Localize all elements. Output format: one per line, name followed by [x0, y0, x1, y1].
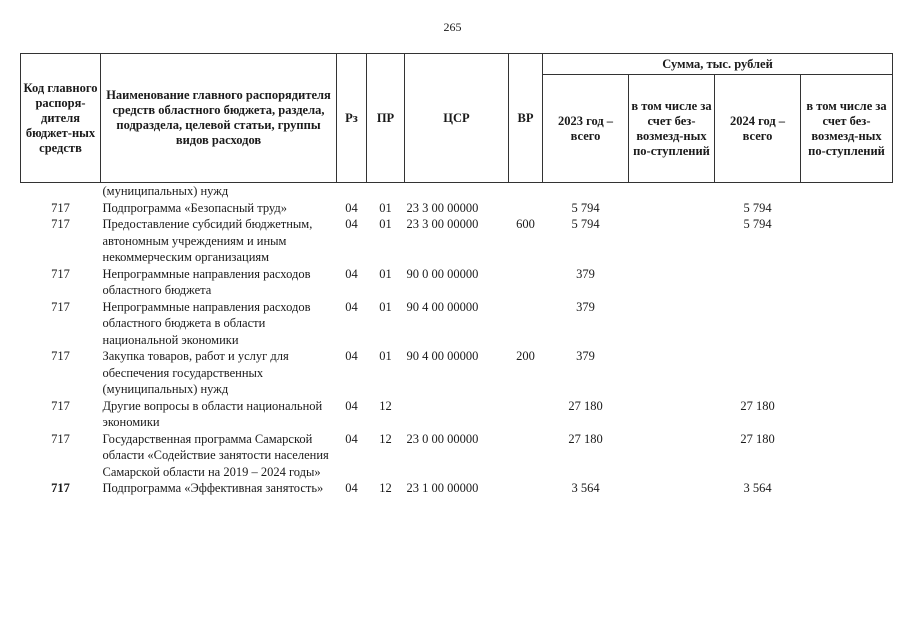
cell-vr — [509, 431, 543, 481]
cell-2024-total: 5 794 — [743, 200, 772, 215]
cell-code: 717 — [51, 349, 70, 363]
cell-2023-total: 379 — [576, 266, 595, 281]
table-row — [21, 398, 893, 431]
cell-name: Закупка товаров, работ и услуг для обеспечения государственных (муниципальных) нужд — [102, 349, 289, 396]
cell-name: Подпрограмма «Безопасный труд» — [102, 200, 288, 215]
cell-pr: 01 — [379, 299, 392, 314]
cell-2024-free — [801, 480, 893, 497]
header-2024-total: 2024 год – всего — [715, 75, 801, 183]
table-header — [21, 54, 893, 183]
cell-name: Непрограммные направления расходов областного бюджета — [102, 266, 311, 297]
cell-2023-free — [629, 183, 715, 200]
cell-csr: 90 4 00 00000 — [406, 349, 479, 363]
cell-vr — [509, 200, 543, 217]
cell-2024-total — [715, 266, 801, 299]
cell-csr — [405, 398, 509, 431]
cell-csr: 23 3 00 00000 — [406, 200, 479, 215]
cell-2023-free — [629, 480, 715, 497]
cell-vr — [509, 299, 543, 349]
cell-rz: 04 — [345, 200, 358, 215]
cell-pr — [367, 183, 405, 200]
table-row — [21, 348, 893, 398]
cell-pr: 01 — [379, 266, 392, 281]
table-body — [21, 183, 893, 497]
cell-2023-free — [629, 200, 715, 217]
cell-csr: 90 0 00 00000 — [406, 266, 479, 281]
cell-code: 717 — [51, 266, 70, 281]
cell-name: Государственная программа Самарской области «Содействие занятости населения Самарской области на 2019 – 2024 годы» — [102, 431, 329, 479]
page-number: 265 — [443, 20, 462, 34]
cell-vr — [509, 398, 543, 431]
cell-rz: 04 — [345, 398, 358, 413]
cell-2023-total: 27 180 — [568, 431, 603, 446]
cell-2024-total: 27 180 — [740, 431, 775, 446]
cell-rz: 04 — [345, 266, 358, 281]
header-2023-total: 2023 год – всего — [543, 75, 629, 183]
cell-pr: 12 — [379, 398, 392, 413]
cell-2024-free — [801, 183, 893, 200]
table-row — [21, 299, 893, 349]
cell-2023-total: 379 — [576, 349, 595, 363]
cell-code: 717 — [51, 299, 70, 314]
cell-rz: 04 — [345, 431, 358, 446]
cell-vr — [509, 183, 543, 200]
cell-rz: 04 — [345, 481, 358, 495]
cell-2024-total — [715, 183, 801, 200]
cell-vr — [509, 266, 543, 299]
cell-code: 717 — [51, 398, 70, 413]
table-row — [21, 480, 893, 497]
cell-2024-total: 27 180 — [740, 398, 775, 413]
cell-2024-free — [801, 299, 893, 349]
cell-rz — [337, 183, 367, 200]
cell-2024-free — [801, 348, 893, 398]
cell-2023-total — [543, 183, 629, 200]
cell-2023-total: 3 564 — [571, 481, 600, 495]
cell-code: 717 — [51, 431, 70, 446]
cell-code: 717 — [51, 217, 70, 231]
header-rz: Рз — [337, 54, 367, 183]
cell-pr: 12 — [379, 481, 392, 495]
cell-2024-total: 3 564 — [743, 481, 772, 495]
cell-pr: 01 — [379, 217, 392, 231]
cell-2023-total: 5 794 — [571, 217, 600, 231]
cell-2023-free — [629, 266, 715, 299]
cell-vr: 600 — [516, 217, 535, 231]
cell-2023-total: 27 180 — [568, 398, 603, 413]
cell-pr: 01 — [379, 349, 392, 363]
header-csr: ЦСР — [405, 54, 509, 183]
cell-2023-total: 5 794 — [571, 200, 600, 215]
cell-2023-free — [629, 299, 715, 349]
cell-2024-free — [801, 266, 893, 299]
cell-2024-free — [801, 431, 893, 481]
cell-pr: 01 — [379, 200, 392, 215]
cell-code — [21, 183, 101, 200]
table-row — [21, 216, 893, 266]
cell-name: Непрограммные направления расходов областного бюджета в области национальной экономики — [102, 299, 311, 347]
table-row — [21, 183, 893, 200]
cell-2023-free — [629, 398, 715, 431]
header-name: Наименование главного распорядителя средств областного бюджета, раздела, подраздела, целевой статьи, группы видов расходов — [101, 54, 337, 183]
cell-2024-total — [715, 348, 801, 398]
cell-2024-total: 5 794 — [743, 217, 772, 231]
header-vr: ВР — [509, 54, 543, 183]
cell-2023-total: 379 — [576, 299, 595, 314]
cell-code: 717 — [51, 481, 70, 495]
cell-csr: 90 4 00 00000 — [406, 299, 479, 314]
cell-2024-total — [715, 299, 801, 349]
cell-rz: 04 — [345, 299, 358, 314]
cell-csr — [405, 183, 509, 200]
cell-rz: 04 — [345, 349, 358, 363]
cell-csr: 23 3 00 00000 — [406, 217, 479, 231]
cell-code: 717 — [51, 200, 70, 215]
header-sum-group: Сумма, тыс. рублей — [543, 54, 893, 75]
cell-2024-free — [801, 200, 893, 217]
cell-name: Подпрограмма «Эффективная занятость» — [102, 481, 324, 495]
cell-rz: 04 — [345, 217, 358, 231]
table-row — [21, 431, 893, 481]
cell-name: (муниципальных) нужд — [102, 184, 229, 198]
cell-csr: 23 0 00 00000 — [406, 431, 479, 446]
cell-pr: 12 — [379, 431, 392, 446]
cell-2024-free — [801, 398, 893, 431]
cell-vr: 200 — [516, 349, 535, 363]
cell-2023-free — [629, 431, 715, 481]
header-2023-free: в том числе за счет без-возмезд-ных по-ступлений — [629, 75, 715, 183]
table-row — [21, 200, 893, 217]
cell-name: Другие вопросы в области национальной экономики — [102, 398, 323, 429]
budget-table — [20, 53, 893, 497]
cell-2023-free — [629, 348, 715, 398]
cell-2024-free — [801, 216, 893, 266]
header-2024-free: в том числе за счет без-возмезд-ных по-ступлений — [801, 75, 893, 183]
table-row — [21, 266, 893, 299]
cell-2023-free — [629, 216, 715, 266]
cell-vr — [509, 480, 543, 497]
cell-name: Предоставление субсидий бюджетным, автономным учреждениям и иным некоммерческим организациям — [102, 217, 313, 264]
header-code: Код главного распоря-дителя бюджет-ных средств — [21, 54, 101, 183]
cell-csr: 23 1 00 00000 — [406, 481, 479, 495]
header-pr: ПР — [367, 54, 405, 183]
